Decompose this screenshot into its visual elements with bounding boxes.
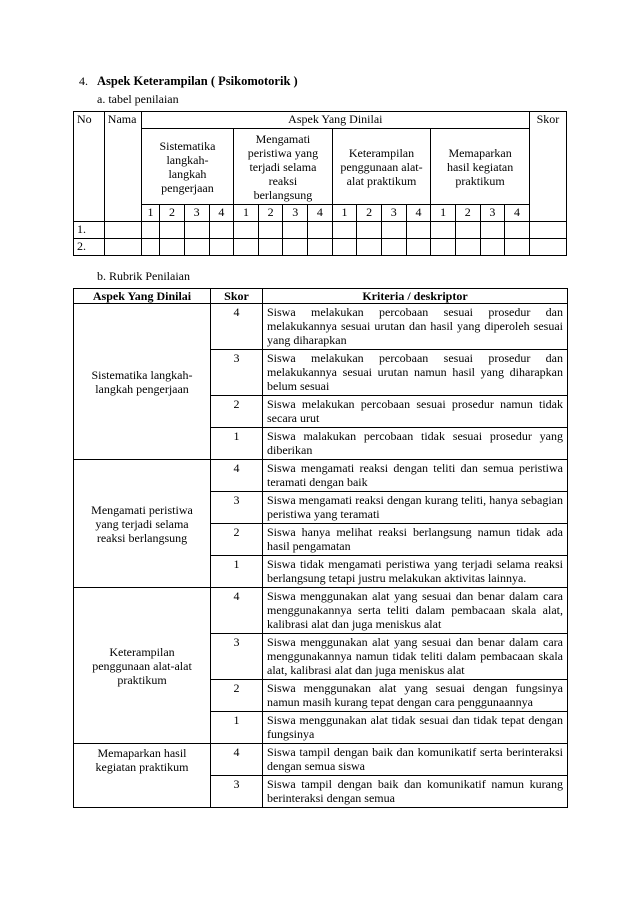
rubric-score: 4 (211, 304, 263, 350)
score-label: 3 (184, 205, 209, 222)
rubric-descriptor: Siswa tampil dengan baik dan komunikatif namun kurang berinteraksi dengan semua (263, 776, 568, 808)
rubric-score: 4 (211, 460, 263, 492)
score-label: 4 (308, 205, 333, 222)
aspect-header: Mengamati peristiwa yang terjadi selama reaksi berlangsung (234, 129, 333, 205)
rubric-aspect: Sistematika langkah-langkah pengerjaan (74, 304, 211, 460)
score-label: 4 (505, 205, 530, 222)
rubric-score: 3 (211, 492, 263, 524)
table-row (74, 588, 568, 634)
rubric-descriptor: Siswa menggunakan alat tidak sesuai dan tidak tepat dengan fungsinya (263, 712, 568, 744)
score-label: 2 (258, 205, 283, 222)
rubric-descriptor: Siswa hanya melihat reaksi berlangsung namun tidak ada hasil pengamatan (263, 524, 568, 556)
table-row (74, 460, 568, 492)
rubric-score: 2 (211, 396, 263, 428)
header-aspek: Aspek Yang Dinilai (141, 112, 529, 129)
rubric-descriptor: Siswa melakukan percobaan sesuai prosedur dan melakukannya sesuai urutan dan hasil yang diperoleh sesuai yang diharapkan (263, 304, 568, 350)
score-label: 3 (480, 205, 505, 222)
table-row (74, 222, 567, 239)
score-label: 3 (381, 205, 406, 222)
header-no: No (74, 112, 105, 222)
rubric-score: 3 (211, 776, 263, 808)
score-label: 4 (406, 205, 431, 222)
rubric-descriptor: Siswa tidak mengamati peristiwa yang terjadi selama reaksi berlangsung tetapi justru melakukan aktivitas lainnya. (263, 556, 568, 588)
rubric-score: 4 (211, 744, 263, 776)
rubric-descriptor: Siswa menggunakan alat yang sesuai dan benar dalam cara menggunakannya namun tidak teliti dalam pembacaan skala alat, kalibrasi alat dan juga meniskus alat (263, 634, 568, 680)
assessment-table (73, 111, 567, 256)
rubric-descriptor: Siswa mengamati reaksi dengan teliti dan semua peristiwa teramati dengan baik (263, 460, 568, 492)
rubric-score: 2 (211, 680, 263, 712)
subheading-b: b. Rubrik Penilaian (97, 269, 190, 283)
rubric-table (73, 288, 568, 808)
row-number: 2. (74, 239, 105, 256)
score-label: 1 (234, 205, 259, 222)
header-nama: Nama (104, 112, 141, 222)
rubric-aspect: Memaparkan hasil kegiatan praktikum (74, 744, 211, 808)
aspect-header: Keterampilan penggunaan alat-alat praktikum (332, 129, 431, 205)
header-skor: Skor (529, 112, 566, 222)
rubric-descriptor: Siswa melakukan percobaan sesuai prosedur dan melakukannya sesuai urutan namun hasil yang diharapkan belum sesuai (263, 350, 568, 396)
rubric-descriptor: Siswa melakukan percobaan sesuai prosedur namun tidak secara urut (263, 396, 568, 428)
table-row (74, 239, 567, 256)
score-label: 4 (209, 205, 234, 222)
rubric-descriptor: Siswa tampil dengan baik dan komunikatif serta berinteraksi dengan semua siswa (263, 744, 568, 776)
rubric-descriptor: Siswa malakukan percobaan tidak sesuai prosedur yang diberikan (263, 428, 568, 460)
rubric-header-aspek: Aspek Yang Dinilai (74, 289, 211, 304)
rubric-score: 1 (211, 556, 263, 588)
score-label: 3 (283, 205, 308, 222)
table-row (74, 304, 568, 350)
rubric-score: 3 (211, 634, 263, 680)
rubric-header-skor: Skor (211, 289, 263, 304)
rubric-aspect: Keterampilan penggunaan alat-alat praktikum (74, 588, 211, 744)
section-number: 4. (79, 74, 88, 88)
score-label: 2 (160, 205, 185, 222)
rubric-score: 3 (211, 350, 263, 396)
section-title: Aspek Keterampilan ( Psikomotorik ) (97, 74, 298, 88)
rubric-score: 1 (211, 428, 263, 460)
score-label: 2 (455, 205, 480, 222)
row-number: 1. (74, 222, 105, 239)
score-label: 1 (431, 205, 456, 222)
rubric-score: 1 (211, 712, 263, 744)
rubric-descriptor: Siswa menggunakan alat yang sesuai dan benar dalam cara menggunakannya serta teliti dalam pembacaan skala alat, kalibrasi alat dan juga meniskus alat (263, 588, 568, 634)
aspect-header: Sistematika langkah-langkah pengerjaan (141, 129, 233, 205)
table-row (74, 744, 568, 776)
rubric-descriptor: Siswa menggunakan alat yang sesuai dengan fungsinya namun masih kurang tepat dengan cara penggunaannya (263, 680, 568, 712)
rubric-descriptor: Siswa mengamati reaksi dengan kurang teliti, hanya sebagian peristiwa yang teramati (263, 492, 568, 524)
score-label: 2 (357, 205, 382, 222)
aspect-header: Memaparkan hasil kegiatan praktikum (431, 129, 530, 205)
subheading-a: a. tabel penilaian (97, 92, 179, 106)
score-label: 1 (332, 205, 357, 222)
rubric-header-kriteria: Kriteria / deskriptor (263, 289, 568, 304)
rubric-score: 4 (211, 588, 263, 634)
rubric-score: 2 (211, 524, 263, 556)
score-label: 1 (141, 205, 159, 222)
rubric-aspect: Mengamati peristiwa yang terjadi selama reaksi berlangsung (74, 460, 211, 588)
